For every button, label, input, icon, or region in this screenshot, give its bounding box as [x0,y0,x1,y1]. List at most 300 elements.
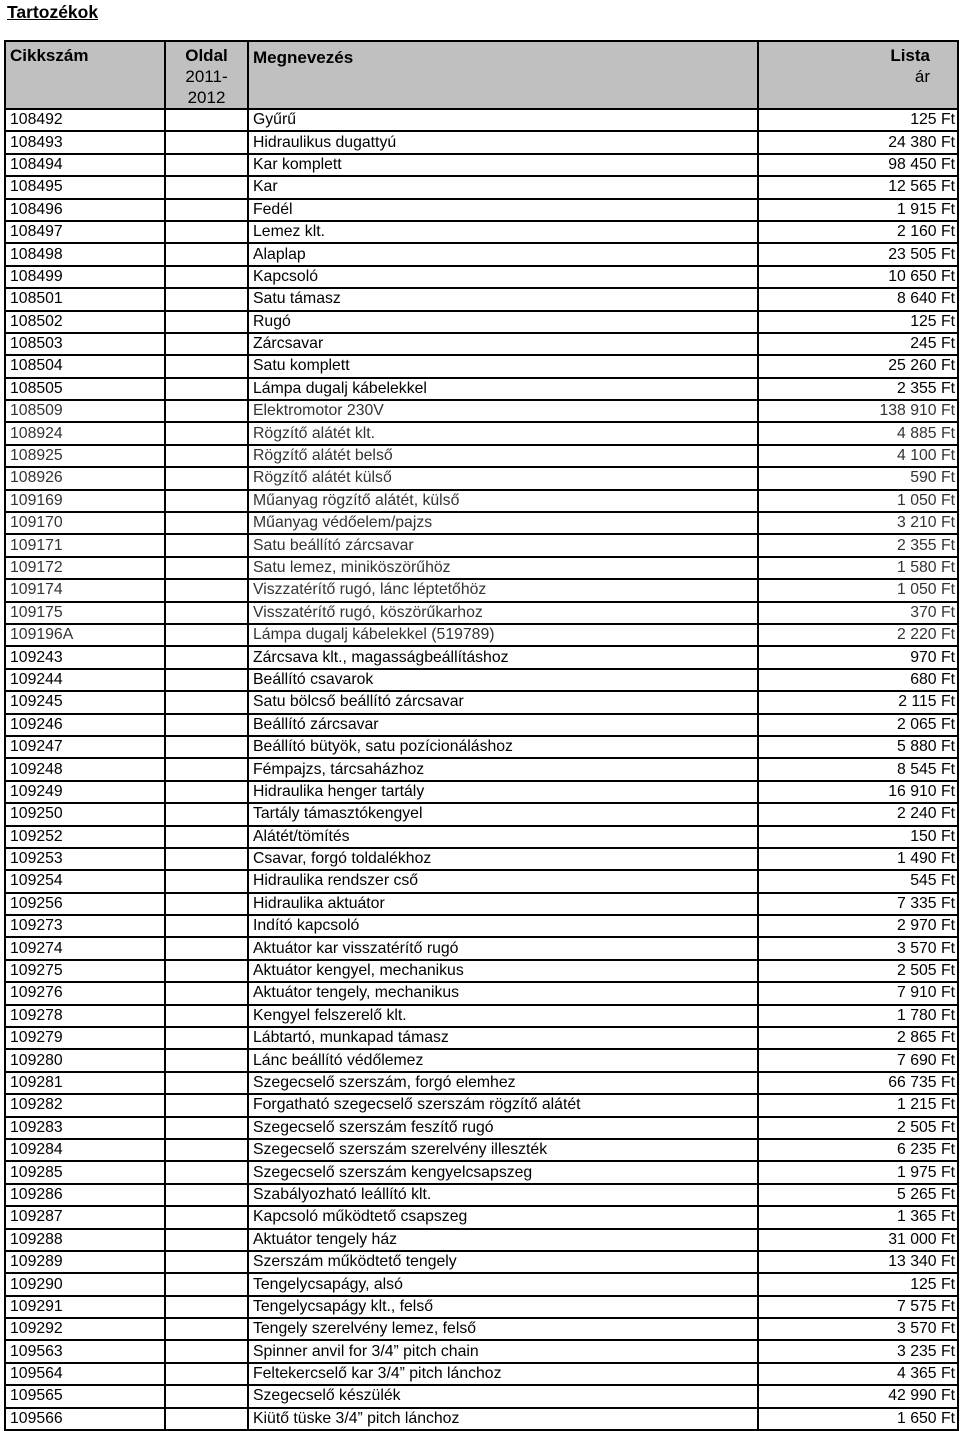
row-price: 3 570 Ft [758,1318,958,1340]
row-code: 109275 [5,960,165,982]
row-name: Kapcsoló [248,266,758,288]
row-page [165,445,248,467]
table-row [5,1184,958,1206]
row-price: 680 Ft [758,669,958,691]
table-row [5,199,958,221]
row-page [165,557,248,579]
row-page [165,1005,248,1027]
row-price: 2 355 Ft [758,534,958,556]
row-page [165,1184,248,1206]
row-name: Hidraulikus dugattyú [248,131,758,153]
row-code: 109292 [5,1318,165,1340]
row-name: Fedél [248,199,758,221]
row-name: Beállító bütyök, satu pozícionáláshoz [248,736,758,758]
row-code: 109244 [5,669,165,691]
row-page [165,1072,248,1094]
row-price: 2 065 Ft [758,714,958,736]
table-row [5,826,958,848]
row-page [165,1385,248,1407]
row-name: Lábtartó, munkapad támasz [248,1027,758,1049]
table-row [5,1027,958,1049]
row-name: Rögzítő alátét belső [248,445,758,467]
row-code: 109245 [5,691,165,713]
row-name: Beállító csavarok [248,669,758,691]
table-row [5,333,958,355]
row-name: Viszzatérítő rugó, lánc léptetőhöz [248,579,758,601]
row-name: Aktuátor tengely ház [248,1229,758,1251]
row-code: 109170 [5,512,165,534]
table-row [5,982,958,1004]
row-page [165,579,248,601]
row-code: 109285 [5,1161,165,1183]
row-price: 2 970 Ft [758,915,958,937]
table-row [5,1340,958,1362]
row-code: 109174 [5,579,165,601]
row-price: 3 235 Ft [758,1340,958,1362]
row-name: Zárcsava klt., magasságbeállításhoz [248,646,758,668]
row-page [165,176,248,198]
row-code: 109565 [5,1385,165,1407]
row-name: Kapcsoló működtető csapszeg [248,1206,758,1228]
row-name: Szerszám működtető tengely [248,1251,758,1273]
row-price: 7 575 Ft [758,1296,958,1318]
row-page [165,333,248,355]
table-row [5,131,958,153]
table-row [5,579,958,601]
row-page [165,602,248,624]
table-row [5,355,958,377]
row-page [165,490,248,512]
row-page [165,1139,248,1161]
row-page [165,1117,248,1139]
table-row [5,803,958,825]
row-code: 109169 [5,490,165,512]
table-row [5,243,958,265]
row-price: 1 975 Ft [758,1161,958,1183]
table-row [5,534,958,556]
row-code: 109252 [5,826,165,848]
row-page [165,803,248,825]
row-code: 108493 [5,131,165,153]
row-page [165,1229,248,1251]
table-row [5,557,958,579]
row-price: 8 545 Ft [758,758,958,780]
header-page-label: Oldal [185,46,228,65]
row-price: 10 650 Ft [758,266,958,288]
row-name: Lámpa dugalj kábelekkel (519789) [248,624,758,646]
table-row [5,1117,958,1139]
row-code: 109274 [5,937,165,959]
row-code: 108498 [5,243,165,265]
parts-price-table [4,40,959,1431]
row-price: 1 780 Ft [758,1005,958,1027]
table-row [5,400,958,422]
row-page [165,288,248,310]
table-row [5,758,958,780]
row-price: 2 505 Ft [758,960,958,982]
row-price: 4 100 Ft [758,445,958,467]
row-name: Szegecselő szerszám, forgó elemhez [248,1072,758,1094]
table-row [5,915,958,937]
row-name: Fémpajzs, tárcsaházhoz [248,758,758,780]
row-page [165,893,248,915]
row-page [165,1251,248,1273]
row-page [165,624,248,646]
row-page [165,870,248,892]
row-price: 3 210 Ft [758,512,958,534]
row-price: 8 640 Ft [758,288,958,310]
table-row [5,1049,958,1071]
table-row [5,781,958,803]
row-price: 125 Ft [758,109,958,131]
row-code: 109273 [5,915,165,937]
table-row [5,691,958,713]
row-page [165,781,248,803]
table-row [5,1072,958,1094]
row-page [165,646,248,668]
table-row [5,311,958,333]
row-code: 109282 [5,1094,165,1116]
row-name: Satu bölcső beállító zárcsavar [248,691,758,713]
table-row [5,960,958,982]
row-name: Kar komplett [248,154,758,176]
row-price: 970 Ft [758,646,958,668]
table-row [5,669,958,691]
table-body [5,109,958,1430]
row-price: 23 505 Ft [758,243,958,265]
table-row [5,512,958,534]
row-page [165,266,248,288]
row-page [165,400,248,422]
row-price: 590 Ft [758,467,958,489]
row-page [165,154,248,176]
row-code: 109278 [5,1005,165,1027]
table-row [5,1005,958,1027]
row-price: 2 115 Ft [758,691,958,713]
row-page [165,982,248,1004]
row-name: Műanyag rögzítő alátét, külső [248,490,758,512]
header-name [248,41,758,109]
row-name: Hidraulika rendszer cső [248,870,758,892]
table-row [5,1206,958,1228]
row-code: 109283 [5,1117,165,1139]
row-price: 1 580 Ft [758,557,958,579]
row-page [165,109,248,131]
row-name: Lemez klt. [248,221,758,243]
row-name: Spinner anvil for 3/4” pitch chain [248,1340,758,1362]
row-page [165,1296,248,1318]
table-row [5,467,958,489]
row-code: 108499 [5,266,165,288]
row-code: 109280 [5,1049,165,1071]
row-page [165,1049,248,1071]
row-name: Alátét/tömítés [248,826,758,848]
table-row [5,422,958,444]
header-page-sub: 2011-2012 [185,67,228,107]
row-code: 109563 [5,1340,165,1362]
table-row [5,1251,958,1273]
row-code: 109564 [5,1363,165,1385]
row-page [165,1206,248,1228]
row-page [165,826,248,848]
row-price: 125 Ft [758,1273,958,1295]
row-code: 108494 [5,154,165,176]
table-row [5,714,958,736]
row-code: 109172 [5,557,165,579]
row-code: 109253 [5,848,165,870]
row-price: 150 Ft [758,826,958,848]
row-code: 109279 [5,1027,165,1049]
row-code: 109171 [5,534,165,556]
row-page [165,714,248,736]
row-name: Szegecselő szerszám kengyelcsapszeg [248,1161,758,1183]
row-code: 108496 [5,199,165,221]
row-page [165,915,248,937]
table-row [5,937,958,959]
row-price: 7 335 Ft [758,893,958,915]
row-code: 109290 [5,1273,165,1295]
page-title: Tartozékok [7,2,99,22]
row-name: Forgatható szegecselő szerszám rögzítő alátét [248,1094,758,1116]
row-page [165,1340,248,1362]
row-page [165,848,248,870]
table-row [5,736,958,758]
row-name: Beállító zárcsavar [248,714,758,736]
row-name: Csavar, forgó toldalékhoz [248,848,758,870]
row-price: 1 915 Ft [758,199,958,221]
row-code: 109243 [5,646,165,668]
row-code: 109254 [5,870,165,892]
row-name: Rögzítő alátét külső [248,467,758,489]
row-code: 108497 [5,221,165,243]
row-code: 109566 [5,1408,165,1430]
row-code: 109291 [5,1296,165,1318]
header-code-label: Cikkszám [10,46,89,65]
table-row [5,1139,958,1161]
row-code: 108926 [5,467,165,489]
row-price: 2 240 Ft [758,803,958,825]
row-code: 108505 [5,378,165,400]
row-price: 16 910 Ft [758,781,958,803]
table-row [5,266,958,288]
row-name: Indító kapcsoló [248,915,758,937]
row-price: 370 Ft [758,602,958,624]
row-price: 1 215 Ft [758,1094,958,1116]
row-code: 108495 [5,176,165,198]
row-name: Lámpa dugalj kábelekkel [248,378,758,400]
row-page [165,512,248,534]
row-page [165,669,248,691]
row-page [165,311,248,333]
table-row [5,893,958,915]
row-code: 109256 [5,893,165,915]
row-price: 2 160 Ft [758,221,958,243]
row-code: 108509 [5,400,165,422]
row-page [165,467,248,489]
header-price [758,41,958,109]
row-page [165,1408,248,1430]
table-row [5,1318,958,1340]
row-page [165,960,248,982]
table-row [5,1363,958,1385]
row-name: Aktuátor kengyel, mechanikus [248,960,758,982]
row-name: Tengely szerelvény lemez, felső [248,1318,758,1340]
row-code: 109250 [5,803,165,825]
row-name: Visszatérítő rugó, köszörűkarhoz [248,602,758,624]
row-code: 108924 [5,422,165,444]
row-name: Tartály támasztókengyel [248,803,758,825]
row-name: Szabályozható leállító klt. [248,1184,758,1206]
row-price: 7 690 Ft [758,1049,958,1071]
row-price: 545 Ft [758,870,958,892]
table-row [5,602,958,624]
row-price: 4 365 Ft [758,1363,958,1385]
row-code: 109287 [5,1206,165,1228]
row-code: 108502 [5,311,165,333]
row-page [165,1318,248,1340]
table-row [5,848,958,870]
row-name: Kengyel felszerelő klt. [248,1005,758,1027]
header-price-sub: ár [914,67,930,86]
row-price: 12 565 Ft [758,176,958,198]
row-page [165,937,248,959]
row-page [165,199,248,221]
row-name: Szegecselő készülék [248,1385,758,1407]
row-price: 3 570 Ft [758,937,958,959]
row-price: 31 000 Ft [758,1229,958,1251]
row-name: Kiütő tüske 3/4” pitch lánchoz [248,1408,758,1430]
row-page [165,378,248,400]
row-name: Aktuátor kar visszatérítő rugó [248,937,758,959]
header-code [5,41,165,109]
row-page [165,1094,248,1116]
row-name: Lánc beállító védőlemez [248,1049,758,1071]
row-price: 1 365 Ft [758,1206,958,1228]
row-name: Aktuátor tengely, mechanikus [248,982,758,1004]
row-code: 109276 [5,982,165,1004]
row-price: 1 050 Ft [758,490,958,512]
row-page [165,243,248,265]
row-code: 109249 [5,781,165,803]
table-row [5,1094,958,1116]
row-page [165,1027,248,1049]
row-code: 109247 [5,736,165,758]
row-price: 5 265 Ft [758,1184,958,1206]
row-code: 109246 [5,714,165,736]
row-price: 125 Ft [758,311,958,333]
row-price: 13 340 Ft [758,1251,958,1273]
row-code: 109288 [5,1229,165,1251]
row-page [165,691,248,713]
table-row [5,1296,958,1318]
row-price: 42 990 Ft [758,1385,958,1407]
table-row [5,624,958,646]
table-row [5,378,958,400]
row-name: Szegecselő szerszám feszítő rugó [248,1117,758,1139]
row-page [165,1363,248,1385]
row-name: Gyűrű [248,109,758,131]
table-row [5,1161,958,1183]
row-name: Szegecselő szerszám szerelvény illeszték [248,1139,758,1161]
row-name: Műanyag védőelem/pajzs [248,512,758,534]
header-name-label: Megnevezés [253,48,354,67]
row-price: 1 490 Ft [758,848,958,870]
row-code: 108503 [5,333,165,355]
row-name: Zárcsavar [248,333,758,355]
row-code: 108501 [5,288,165,310]
table-row [5,490,958,512]
row-name: Tengelycsapágy, alsó [248,1273,758,1295]
row-name: Satu komplett [248,355,758,377]
row-price: 2 505 Ft [758,1117,958,1139]
row-price: 25 260 Ft [758,355,958,377]
row-name: Tengelycsapágy klt., felső [248,1296,758,1318]
row-code: 109286 [5,1184,165,1206]
row-page [165,534,248,556]
row-page [165,422,248,444]
row-page [165,1273,248,1295]
row-name: Hidraulika henger tartály [248,781,758,803]
row-name: Satu beállító zárcsavar [248,534,758,556]
row-name: Rugó [248,311,758,333]
row-price: 4 885 Ft [758,422,958,444]
table-row [5,154,958,176]
row-name: Satu támasz [248,288,758,310]
row-name: Alaplap [248,243,758,265]
row-page [165,131,248,153]
row-price: 1 650 Ft [758,1408,958,1430]
row-price: 66 735 Ft [758,1072,958,1094]
row-code: 109284 [5,1139,165,1161]
row-price: 98 450 Ft [758,154,958,176]
table-row [5,1273,958,1295]
row-page [165,736,248,758]
table-row [5,445,958,467]
row-price: 5 880 Ft [758,736,958,758]
table-row [5,176,958,198]
table-row [5,288,958,310]
row-code: 108925 [5,445,165,467]
row-code: 109289 [5,1251,165,1273]
row-code: 109175 [5,602,165,624]
row-price: 245 Ft [758,333,958,355]
header-page [165,41,248,109]
row-name: Satu lemez, miniköszörűhöz [248,557,758,579]
row-price: 2 355 Ft [758,378,958,400]
table-header-row [5,41,958,109]
table-row [5,646,958,668]
row-name: Hidraulika aktuátor [248,893,758,915]
table-row [5,1408,958,1430]
row-page [165,355,248,377]
row-page [165,221,248,243]
row-name: Kar [248,176,758,198]
row-price: 138 910 Ft [758,400,958,422]
row-code: 109248 [5,758,165,780]
header-price-label: Lista [890,46,930,65]
row-code: 109196A [5,624,165,646]
row-name: Elektromotor 230V [248,400,758,422]
table-row [5,221,958,243]
table-row [5,1385,958,1407]
row-price: 24 380 Ft [758,131,958,153]
row-name: Feltekercselő kar 3/4” pitch lánchoz [248,1363,758,1385]
row-code: 109281 [5,1072,165,1094]
row-price: 6 235 Ft [758,1139,958,1161]
table-row [5,1229,958,1251]
row-code: 108504 [5,355,165,377]
row-page [165,758,248,780]
